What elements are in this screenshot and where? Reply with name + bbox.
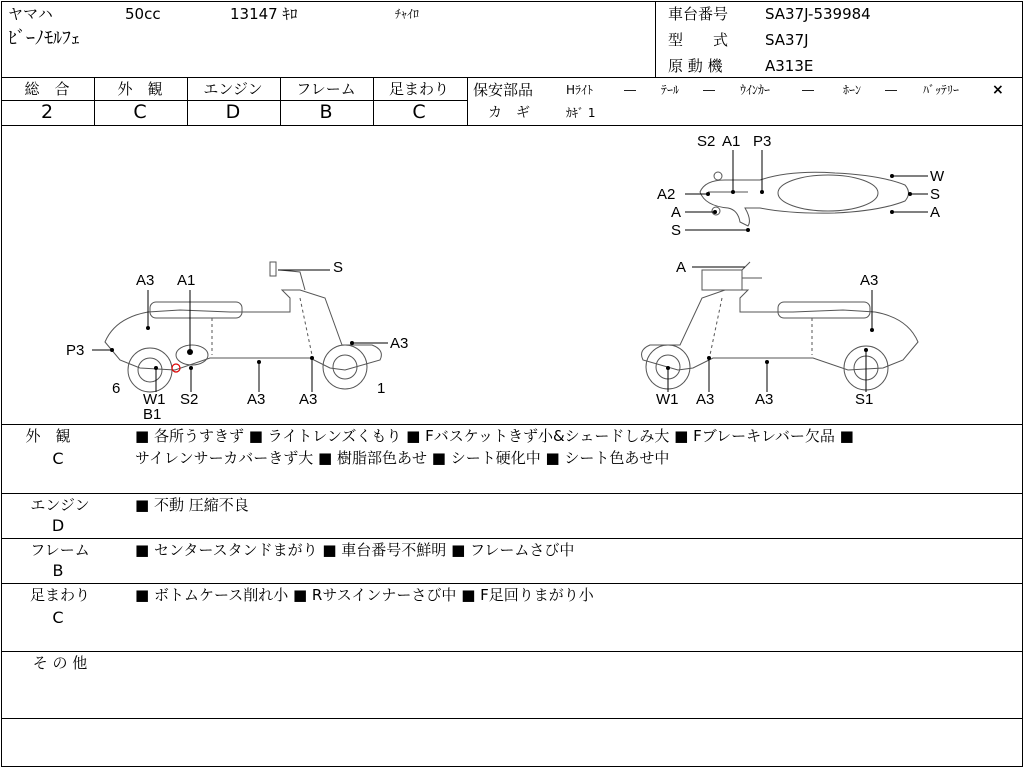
diag-label: A3 — [136, 272, 155, 289]
section-grade-exterior: C — [52, 449, 64, 468]
grade-label-frame: フレーム — [296, 80, 356, 98]
grade-row-top — [2, 77, 1022, 78]
diag-label: W — [930, 168, 945, 185]
left-view-rear-wheel — [128, 348, 172, 392]
section-divider — [2, 651, 1022, 652]
grade-value-frame: B — [319, 101, 333, 123]
diag-label: A — [671, 204, 682, 221]
diag-label: S — [333, 259, 344, 276]
safety-battery-value: × — [992, 82, 1004, 98]
left-view-front-wheel — [323, 345, 367, 389]
key-label: カ ギ — [488, 105, 530, 121]
top-view-mirror-l — [714, 172, 722, 180]
diag-label: S — [930, 186, 941, 203]
section-label-suspension: 足まわり — [29, 586, 90, 604]
section-note-frame-1: ■ センタースタンドまがり ■ 車台番号不鮮明 ■ フレームさび中 — [135, 541, 575, 559]
top-view-outline — [700, 172, 909, 226]
section-divider — [2, 424, 1022, 425]
section-divider — [2, 493, 1022, 494]
diag-label: A3 — [755, 391, 774, 408]
diag-label: A3 — [860, 272, 879, 289]
diag-label: S — [671, 222, 682, 239]
diag-label: A2 — [657, 186, 676, 203]
right-view-body — [642, 290, 918, 370]
grade-label-overall: 総 合 — [24, 80, 70, 98]
diag-label: W1 — [143, 391, 166, 408]
safety-tail-label: ﾃｰﾙ — [661, 83, 680, 97]
diag-label: S1 — [855, 391, 874, 408]
safety-tail-value: ― — [703, 83, 715, 97]
section-grade-frame: B — [52, 561, 64, 580]
section-note-exterior-2: サイレンサーカバーきず大 ■ 樹脂部色あせ ■ シート硬化中 ■ シート色あせ中 — [135, 449, 670, 467]
displacement: 50cc — [125, 5, 161, 23]
diag-label: S2 — [180, 391, 199, 408]
type-value: SA37J — [765, 31, 809, 49]
diag-label: P3 — [66, 342, 85, 359]
diag-label: B1 — [143, 406, 162, 423]
safety-battery-label: ﾊﾞｯﾃﾘｰ — [923, 83, 960, 97]
diag-label: A1 — [177, 272, 196, 289]
model-name: ﾋﾞｰﾉﾓﾙﾌｪ — [8, 28, 80, 49]
safety-winker-label: ｳｲﾝｶｰ — [740, 83, 771, 97]
diag-label: A3 — [247, 391, 266, 408]
diag-label: A3 — [390, 335, 409, 352]
grade-label-engine: エンジン — [203, 80, 263, 98]
grade-value-suspension: C — [412, 101, 426, 123]
left-view-seat — [150, 302, 242, 318]
section-note-engine-1: ■ 不動 圧縮不良 — [135, 496, 249, 514]
type-label: 型 式 — [668, 31, 729, 49]
safety-headlight-value: ― — [624, 83, 636, 97]
section-divider — [2, 583, 1022, 584]
grade-label-exterior: 外 観 — [117, 80, 163, 98]
chassis-label: 車台番号 — [668, 5, 729, 23]
left-view-body — [105, 290, 381, 370]
section-note-exterior-1: ■ 各所うすきず ■ ライトレンズくもり ■ Fバスケットきず小&シェードしみ大 ■ Fブレーキレバー欠品 ■ — [135, 427, 854, 445]
safety-horn-label: ﾎｰﾝ — [843, 83, 862, 97]
grade-value-overall: 2 — [40, 101, 54, 123]
key-value: ｶｷﾞ 1 — [566, 106, 596, 120]
section-divider — [2, 538, 1022, 539]
diag-label: S2 — [697, 133, 716, 150]
diag-label: A3 — [299, 391, 318, 408]
engine-label: 原 動 機 — [668, 57, 723, 75]
color: ﾁｬｲﾛ — [395, 7, 420, 21]
header-divider — [655, 2, 656, 77]
diag-label: A — [930, 204, 941, 221]
diag-label: 1 — [377, 380, 386, 397]
section-label-exterior: 外 観 — [25, 427, 71, 445]
grade-value-exterior: C — [133, 101, 147, 123]
left-view-engine — [176, 345, 208, 365]
diag-label: 6 — [112, 380, 121, 397]
right-view-seat — [778, 302, 870, 318]
chassis-value: SA37J-539984 — [765, 5, 871, 23]
section-label-other: そ の 他 — [32, 654, 88, 672]
top-view-seat — [778, 175, 878, 211]
diag-label: A — [676, 259, 687, 276]
section-grade-engine: D — [51, 516, 65, 535]
section-grade-suspension: C — [52, 608, 64, 627]
section-note-suspension-1: ■ ボトムケース削れ小 ■ Rサスインナーさび中 ■ F足回りまがり小 — [135, 586, 594, 604]
grade-value-engine: D — [225, 101, 241, 123]
diag-label: P3 — [753, 133, 772, 150]
diag-label: W1 — [656, 391, 679, 408]
engine-value: A313E — [765, 57, 814, 75]
grade-label-suspension: 足まわり — [388, 80, 449, 98]
safety-horn-value: ― — [885, 83, 897, 97]
diag-label: A3 — [696, 391, 715, 408]
safety-headlight-label: Hﾗｲﾄ — [566, 83, 594, 97]
section-label-frame: フレーム — [30, 541, 90, 559]
safety-winker-value: ― — [802, 83, 814, 97]
grade-divider — [467, 77, 468, 125]
mileage: 13147 ｷﾛ — [230, 5, 298, 23]
section-divider — [2, 718, 1022, 719]
scooter-diagrams — [0, 126, 1022, 424]
section-label-engine: エンジン — [30, 496, 90, 514]
safety-title: 保安部品 — [473, 81, 534, 99]
maker: ヤマハ — [8, 5, 53, 23]
diag-label: A1 — [722, 133, 741, 150]
